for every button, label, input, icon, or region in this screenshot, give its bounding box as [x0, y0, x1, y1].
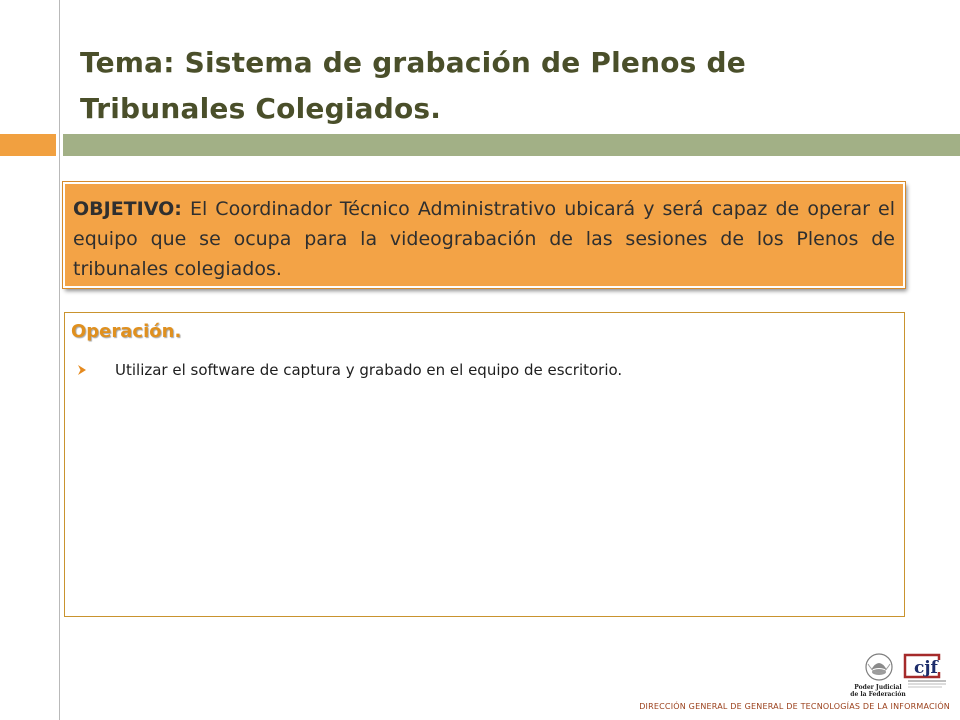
cjf-logo-text: cjf: [914, 658, 938, 678]
logo-caption-line2: de la Federación: [850, 691, 906, 698]
list-item-text: Utilizar el software de captura y grabado en el equipo de escritorio.: [115, 361, 623, 379]
logo-caption: [848, 684, 908, 698]
title-divider-orange: [0, 134, 56, 156]
slide-title: Tema: Sistema de grabación de Plenos de Tribunales Colegiados.: [80, 46, 746, 125]
list-item: [75, 361, 622, 379]
cjf-logo: [902, 652, 950, 692]
objective-box: [63, 182, 905, 288]
arrow-bullet-icon: [75, 363, 89, 377]
objective-label: OBJETIVO:: [73, 198, 182, 220]
objective-text: [73, 194, 895, 284]
logo-caption-line1: Poder Judicial: [854, 684, 902, 691]
objective-body: El Coordinador Técnico Administrativo ubicará y será capaz de operar el equipo que se ocupa para la videograbación de las sesiones de los Plenos de tribunales colegiados.: [73, 198, 896, 280]
footer-text: DIRECCIÓN GENERAL DE GENERAL DE TECNOLOGÍAS DE LA INFORMACIÓN: [639, 702, 950, 711]
operation-box: [64, 312, 905, 617]
title-divider-green: [63, 134, 960, 156]
vertical-guide-line: [59, 0, 60, 720]
operation-heading: Operación.: [71, 321, 182, 342]
